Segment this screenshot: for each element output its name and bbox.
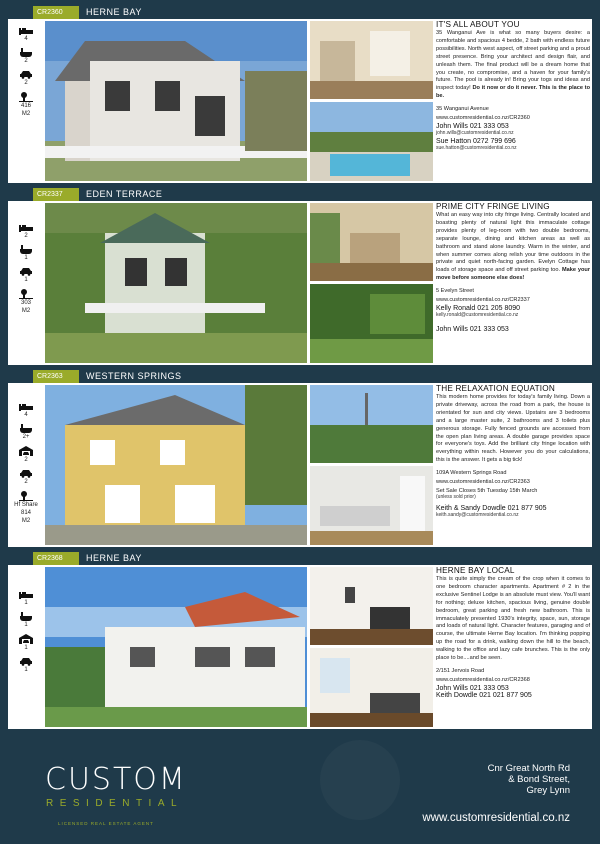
garden-photo	[310, 284, 433, 363]
bath-icon	[19, 612, 33, 621]
parking	[8, 469, 44, 486]
parking-count: 1	[24, 277, 28, 283]
listing-text	[436, 20, 590, 151]
listing-web-link[interactable]: www.customresidential.co.nz/CR2337	[436, 297, 530, 304]
feature-icons	[8, 402, 44, 530]
address-line-3: Grey Lynn	[526, 785, 570, 796]
listing-description: This modern home provides for today's family living. Down a private driveway, across the road from a park, the house is orientated for sun and city views. Upstairs are 3 bedrooms and a large master suite, 2 bathrooms and 3 toilets plus generous storage. Fully fenced grounds are accessed from the open plan living areas. A double garage provides space for everyone's toys. Add the brilliant city fringe location with everything within reach. However you do your calculations, this is the answer. It gets a big tick!	[436, 394, 590, 464]
listing-cr2337	[8, 188, 592, 365]
main-photo	[45, 567, 307, 727]
listing-code: CR2337	[33, 188, 79, 201]
agent-email[interactable]: keith.sandy@customresidential.co.nz	[436, 512, 519, 519]
description-body: 35 Wanganui Ave is what so many buyers desire: a comfortable and spacious 4 bedde, 2 bath with endless future possibilities. North west aspect, off street parking and a proud street presence. Bring your architect and design flair, and unleash them. The final product will be a dream home that you create, no compromise, and a haven for your family's future. The pool is already in! Bring your togs and ideas and inspect today!	[436, 30, 590, 92]
parking	[8, 657, 44, 674]
interior-photo	[310, 567, 433, 645]
agent-email[interactable]: sue.hatton@customresidential.co.nz	[436, 145, 517, 152]
listing-cr2360	[8, 6, 592, 183]
land-area	[8, 92, 44, 118]
car-icon	[19, 469, 33, 478]
pool-photo	[310, 102, 433, 181]
main-photo	[45, 203, 307, 363]
listing-cr2363	[8, 370, 592, 547]
interior-photo	[310, 21, 433, 99]
living-photo	[310, 648, 433, 727]
feature-icons	[8, 223, 44, 320]
bathrooms	[8, 612, 44, 629]
feature-icons	[8, 26, 44, 123]
logo-tagline: LICENSED REAL ESTATE AGENT	[58, 821, 154, 826]
garage-icon	[19, 634, 33, 644]
listing-address: 5 Evelyn Street	[436, 288, 474, 295]
bed-icon	[19, 590, 33, 599]
bathrooms-count: 1	[24, 255, 28, 261]
main-photo	[45, 385, 307, 545]
listing-headline: IT'S ALL ABOUT YOU	[436, 20, 520, 29]
bedrooms	[8, 26, 44, 43]
bathrooms-count: 1	[24, 622, 28, 628]
car-icon	[19, 267, 33, 276]
description-tagline: Do it now or do it never. This is the place to be.	[436, 85, 590, 100]
main-photo	[45, 21, 307, 181]
bathrooms	[8, 48, 44, 65]
land-icon	[19, 92, 33, 102]
listing-code: CR2360	[33, 6, 79, 19]
parking-count: 2	[24, 479, 28, 485]
description-body: What an easy way into city fringe living. Centrally located and boasting plenty of natural light this immaculate cottage provides plenty of leg-room with two double bedrooms, separate lounge, dining and kitchen areas as well as bathroom and stand alone laundry. Warm in the winter, and when summer comes along relish your time outdoors in the private and quiet north-facing garden. Evelyn Cottage has loads of storage space and off street parking too.	[436, 212, 590, 274]
car-icon	[19, 70, 33, 79]
city-view-photo	[310, 385, 433, 463]
office-address	[488, 763, 570, 796]
bedrooms	[8, 402, 44, 419]
garage-icon	[19, 446, 33, 456]
bed-icon	[19, 402, 33, 411]
garage-count: 1	[24, 645, 28, 651]
bathrooms-count: 2+	[22, 434, 30, 440]
bedrooms-count: 1	[24, 600, 28, 606]
land-area-value: 416 M2	[20, 103, 31, 117]
listing-cr2368	[8, 552, 592, 729]
set-sale-notice: Set Sale Closes 5th Tuesday 15th March	[436, 488, 538, 495]
agent-name: John Wills 021 333 053	[436, 123, 509, 131]
land-area-value: 303 M2	[20, 300, 31, 314]
land-area	[8, 491, 44, 525]
listing-suburb: EDEN TERRACE	[86, 189, 163, 199]
interior-photo	[310, 203, 433, 281]
parking	[8, 267, 44, 284]
agent-name: Sue Hatton 0272 799 696	[436, 138, 516, 146]
bedrooms-count: 4	[24, 36, 28, 42]
land-icon	[19, 491, 33, 501]
agent-name: Kelly Ronald 021 205 8090	[436, 305, 521, 313]
footer-website-link[interactable]: www.customresidential.co.nz	[422, 812, 570, 824]
listing-address: 109A Western Springs Road	[436, 470, 507, 477]
land-area-value: Hf Share 814 M2	[14, 502, 38, 524]
bedrooms-count: 2	[24, 233, 28, 239]
set-sale-condition: (unless sold prior)	[436, 494, 476, 501]
listing-description	[436, 30, 590, 101]
kitchen-photo	[310, 466, 433, 545]
garage-count: 2	[24, 457, 28, 463]
listing-suburb: WESTERN SPRINGS	[86, 371, 182, 381]
agent-name: Keith & Sandy Dowdle 021 877 905	[436, 505, 547, 513]
listing-suburb: HERNE BAY	[86, 553, 142, 563]
bedrooms-count: 4	[24, 412, 28, 418]
listing-address: 35 Wanganui Avenue	[436, 106, 489, 113]
land-icon	[19, 289, 33, 299]
agent-email[interactable]: kelly.ronald@customresidential.co.nz	[436, 312, 519, 319]
feature-icons	[8, 590, 44, 679]
footer-decoration	[320, 740, 400, 820]
listing-headline: THE RELAXATION EQUATION	[436, 384, 555, 393]
bath-icon	[19, 48, 33, 57]
listing-code: CR2368	[33, 552, 79, 565]
agent-email[interactable]: john.wills@customresidential.co.nz	[436, 130, 514, 137]
listing-code: CR2363	[33, 370, 79, 383]
bedrooms	[8, 590, 44, 607]
bed-icon	[19, 223, 33, 232]
parking	[8, 70, 44, 87]
logo-subtitle: RESIDENTIAL	[46, 798, 184, 809]
listing-text	[436, 566, 590, 699]
listing-headline: HERNE BAY LOCAL	[436, 566, 515, 575]
listing-suburb: HERNE BAY	[86, 7, 142, 17]
garage	[8, 446, 44, 464]
bath-icon	[19, 424, 33, 433]
parking-count: 2	[24, 80, 28, 86]
bed-icon	[19, 26, 33, 35]
listing-description: This is quite simply the cream of the crop when it comes to one bedroom character apartments. Apartment # 2 in the exclusive Sentinel Lodge is an absolute must view. You'll want for nothing; deluxe kitchen, spacious living, genuine double bedroom, great parking and fresh new bathroom. This is immaculately presented 1930's integrity, space, sun, storage and loads of natural light. Character features, garaging and of course, the ultimate Herne Bay location. I'm thinking popping up the road for a drink, walking down the hill to the beach, walking to the office and lazy cafe brunches. This is the only place to be....and be seen.	[436, 576, 590, 662]
description-tagline: Make your move before someone else does!	[436, 267, 590, 282]
bathrooms-count: 2	[24, 58, 28, 64]
listing-text	[436, 202, 590, 333]
address-line-2: & Bond Street,	[508, 774, 570, 785]
bathrooms	[8, 424, 44, 441]
listing-web-link[interactable]: www.customresidential.co.nz/CR2363	[436, 479, 530, 486]
listing-address: 2/151 Jervois Road	[436, 667, 485, 674]
car-icon	[19, 657, 33, 666]
listing-headline: PRIME CITY FRINGE LIVING	[436, 202, 550, 211]
agent-name: John Wills 021 333 053	[436, 326, 509, 334]
listing-web-link[interactable]: www.customresidential.co.nz/CR2360	[436, 115, 530, 122]
bath-icon	[19, 245, 33, 254]
bedrooms	[8, 223, 44, 240]
listing-text	[436, 384, 590, 518]
logo-wordmark: CUSTOM	[45, 762, 187, 797]
bathrooms	[8, 245, 44, 262]
parking-count: 1	[24, 667, 28, 673]
listing-description	[436, 212, 590, 283]
agent-name: John Wills 021 333 053	[436, 684, 509, 692]
address-line-1: Cnr Great North Rd	[487, 763, 570, 774]
garage	[8, 634, 44, 652]
land-area	[8, 289, 44, 315]
agent-name: Keith Dowdle 021 021 877 905	[436, 691, 532, 699]
listing-web-link[interactable]: www.customresidential.co.nz/CR2368	[436, 676, 530, 683]
